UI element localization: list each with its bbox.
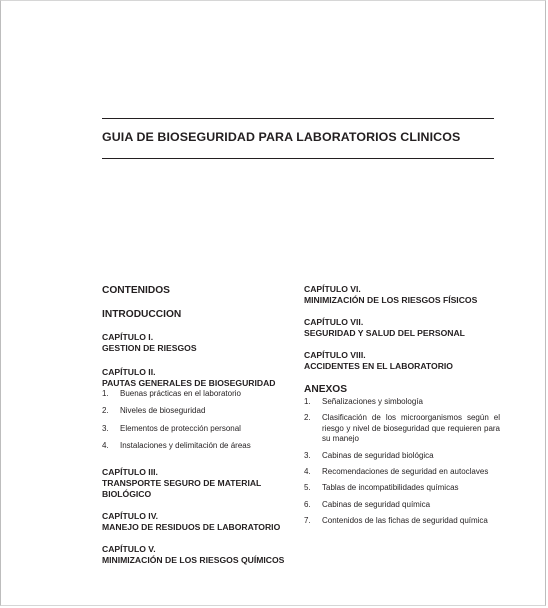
list-item [102,424,292,434]
chapter-label: CAPÍTULO V. [102,543,156,554]
item-text: Instalaciones y delimitación de áreas [120,441,251,451]
item-number: 3. [102,423,109,433]
chapter-label: CAPÍTULO III. [102,466,158,477]
chapter-label: CAPÍTULO VIII. [304,350,366,360]
item-number: 3. [304,450,311,460]
chapter-title: SEGURIDAD Y SALUD DEL PERSONAL [304,328,465,338]
chapter-title: PAUTAS GENERALES DE BIOSEGURIDAD [102,378,276,388]
list-item [304,451,500,461]
item-text: Niveles de bioseguridad [120,406,206,416]
title-bottom-rule [102,158,494,159]
chapter-5 [102,544,292,566]
item-text: Señalizaciones y simbología [322,397,423,406]
toc-right-column [304,284,500,527]
item-number: 4. [102,441,109,451]
chapter-label: CAPÍTULO II. [102,367,156,377]
list-item [304,397,500,407]
item-text: Cabinas de seguridad química [322,499,431,509]
toc-left-column [102,284,292,566]
item-text: Contenidos de las fichas de seguridad química [322,516,488,526]
chapter-title: MINIMIZACIÓN DE LOS RIESGOS FÍSICOS [304,295,478,305]
list-item [304,500,500,510]
chapter-3 [102,467,292,500]
annexes-heading: ANEXOS [304,384,348,395]
chapter-title: GESTION DE RIESGOS [102,343,197,353]
chapter-label: CAPÍTULO I. [102,332,154,342]
annexes-section [304,383,500,527]
item-text: Elementos de protección personal [120,423,241,433]
item-number: 1. [102,389,109,398]
item-text: Clasificación de los microorganismos según el riesgo y nivel de bioseguridad que requieren para su manejo [322,413,500,444]
chapter-label: CAPÍTULO IV. [102,510,159,521]
item-number: 1. [304,397,311,406]
chapter-label: CAPÍTULO VI. [304,284,361,294]
item-text: Recomendaciones de seguridad en autoclaves [322,467,489,477]
list-item [304,483,500,493]
chapter-title: MANEJO DE RESIDUOS DE LABORATORIO [102,521,281,532]
chapter-title: ACCIDENTES EN EL LABORATORIO [304,361,453,371]
chapter-2 [102,367,292,452]
item-number: 7. [304,516,311,526]
chapter-6 [304,284,500,306]
item-text: Cabinas de seguridad biológica [322,450,434,460]
chapter-label: CAPÍTULO VII. [304,317,364,327]
item-number: 6. [304,499,311,509]
list-item [304,467,500,477]
introduction-heading: INTRODUCCION [102,309,182,320]
list-item [304,413,500,444]
document-title: GUIA DE BIOSEGURIDAD PARA LABORATORIOS CLINICOS [102,130,461,144]
list-item [102,406,292,416]
chapter-title: TRANSPORTE SEGURO DE MATERIAL BIOLÓGICO [102,477,262,499]
chapter-8 [304,350,500,372]
chapter-7 [304,317,500,339]
item-text: Buenas prácticas en el laboratorio [120,389,241,398]
chapter-1 [102,332,292,354]
item-number: 5. [304,483,311,493]
list-item [304,516,500,526]
item-number: 4. [304,467,311,477]
item-number: 2. [304,413,311,423]
contents-heading: CONTENIDOS [102,285,170,296]
title-top-rule [102,118,494,119]
item-number: 2. [102,406,109,416]
chapter-4 [102,511,292,533]
list-item [102,441,292,451]
list-item [102,389,292,399]
item-text: Tablas de incompatibilidades químicas [322,483,459,493]
chapter-title: MINIMIZACIÓN DE LOS RIESGOS QUÍMICOS [102,554,285,565]
